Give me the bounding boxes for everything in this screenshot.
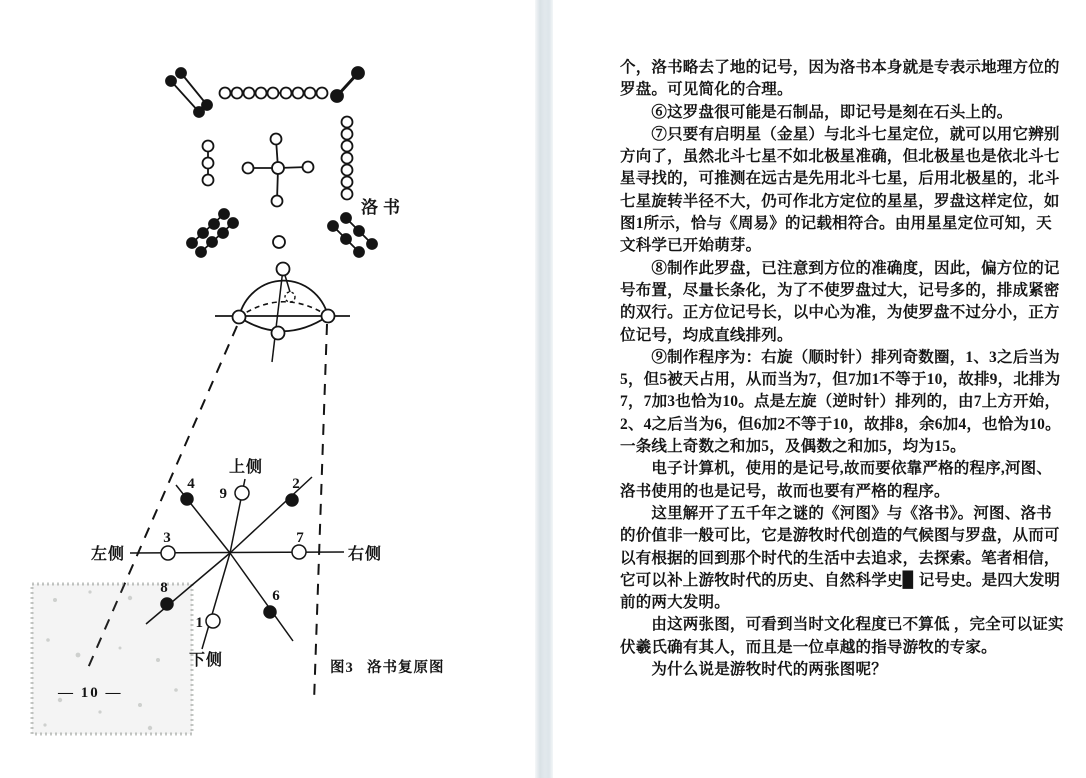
sky-dome-figure bbox=[215, 263, 350, 363]
text-line: 电子计算机，使用的是记号,故而要依靠严格的程序,河图、 bbox=[620, 460, 1053, 478]
star-number-4: 4 bbox=[187, 476, 195, 492]
text-line: 伏羲氏确有其人，而且是一位卓越的指导游牧的专家。 bbox=[620, 638, 997, 656]
text-line: 前的两大发明。 bbox=[620, 594, 730, 612]
text-line: 以有根据的回到那个时代的生活中去追求，去探索。笔者相信， bbox=[620, 549, 1060, 567]
star-number-7: 7 bbox=[296, 530, 304, 546]
text-line: ⑥这罗盘很可能是石制品，即记号是刻在石头上的。 bbox=[620, 103, 1013, 121]
right-page bbox=[553, 0, 1086, 778]
text-line: 它可以补上游牧时代的历史、自然科学史▉ 记号史。是四大发明 bbox=[620, 571, 1061, 589]
text-line: 七星旋转半径不大，仍可作北方定位的星星，罗盘这样定位，如 bbox=[620, 192, 1060, 210]
luoshu-symbol-5 bbox=[243, 134, 314, 207]
label-top-side: 上侧 bbox=[228, 459, 264, 476]
luoshu-symbol-9 bbox=[220, 88, 328, 99]
text-line: 位记号，均成直线排列。 bbox=[620, 326, 793, 344]
luoshu-symbol-4 bbox=[166, 68, 212, 117]
luoshu-symbol-3 bbox=[203, 141, 214, 186]
page-gutter-shadow bbox=[535, 0, 553, 778]
star-number-2: 2 bbox=[292, 476, 300, 492]
star-number-1: 1 bbox=[195, 615, 203, 631]
label-bottom-side: 下侧 bbox=[188, 652, 224, 669]
text-line: ⑧制作此罗盘，已注意到方位的准确度，因此，偏方位的记 bbox=[620, 259, 1060, 277]
luoshu-label: 洛书 bbox=[361, 198, 405, 217]
text-line: 一条线上奇数之和加5，及偶数之和加5，均为15。 bbox=[620, 438, 966, 456]
body-text-column bbox=[620, 57, 1064, 681]
star-number-3: 3 bbox=[163, 530, 171, 546]
text-line: 个，洛书略去了地的记号，因为洛书本身就是专表示地理方位的 bbox=[620, 59, 1060, 76]
luoshu-symbol-6 bbox=[328, 213, 377, 257]
text-line: ⑦只要有启明星（金星）与北斗七星定位，就可以用它辨别 bbox=[620, 125, 1060, 143]
text-line: 7，7加3也恰为10。点是左旋（逆时针）排列的，由7上方开始， bbox=[620, 393, 1061, 411]
luoshu-symbol-1 bbox=[273, 236, 285, 248]
text-line: ⑨制作程序为：右旋（顺时针）排列奇数圈，1、3之后当为 bbox=[620, 348, 1060, 366]
text-line: 洛书使用的也是记号，故而也要有严格的程序。 bbox=[620, 482, 950, 500]
label-left-side: 左侧 bbox=[90, 546, 126, 563]
star-number-6: 6 bbox=[272, 588, 280, 604]
text-line: 5，但5被天占用，从而当为7，但7加1不等于10，故排9，北排为 bbox=[620, 371, 1061, 389]
text-line: 方向了，虽然北斗七星不如北极星准确，但北极星也是依北斗七 bbox=[620, 148, 1060, 166]
text-line: 文科学已开始萌芽。 bbox=[620, 237, 762, 255]
text-line: 星寻找的，可推测在远古是先用北斗七星，后用北极星的，北斗 bbox=[620, 170, 1060, 188]
figure-caption-title: 洛书复原图 bbox=[367, 660, 445, 676]
text-line: 2、4之后当为6，但6加2不等于10，故排8，余6加4，也恰为10。 bbox=[620, 415, 1061, 433]
luoshu-figure bbox=[0, 0, 536, 778]
page-number: — 10 — bbox=[58, 685, 123, 701]
text-line: 号布置，尽量长条化，为了不使罗盘过大，记号多的，排成紧密 bbox=[620, 281, 1060, 299]
luoshu-symbol-7 bbox=[342, 117, 353, 200]
text-line: 这里解开了五千年之谜的《河图》与《洛书》。河图、洛书 bbox=[620, 504, 1052, 522]
star-number-8: 8 bbox=[160, 580, 168, 596]
left-page bbox=[0, 0, 536, 778]
text-line: 的双行。正方位记号长，以中心为准，为使罗盘不过分小，正方 bbox=[620, 304, 1060, 322]
text-line: 罗盘。可见简化的合理。 bbox=[620, 81, 793, 99]
figure-caption-number: 图3 bbox=[330, 660, 354, 676]
text-line: 图1所示，恰与《周易》的记载相符合。由用星星定位可知，天 bbox=[620, 215, 1052, 233]
label-right-side: 右侧 bbox=[347, 546, 383, 563]
text-line: 由这两张图，可看到当时文化程度已不算低 ，完全可以证实 bbox=[620, 616, 1064, 634]
luoshu-symbol-8 bbox=[187, 209, 238, 257]
text-line: 为什么说是游牧时代的两张图呢？ bbox=[620, 661, 887, 679]
text-line: 的价值非一般可比，它是游牧时代创造的气候图与罗盘，从而可 bbox=[620, 527, 1060, 545]
star-number-9: 9 bbox=[219, 486, 227, 502]
luoshu-symbol-2 bbox=[331, 67, 364, 102]
